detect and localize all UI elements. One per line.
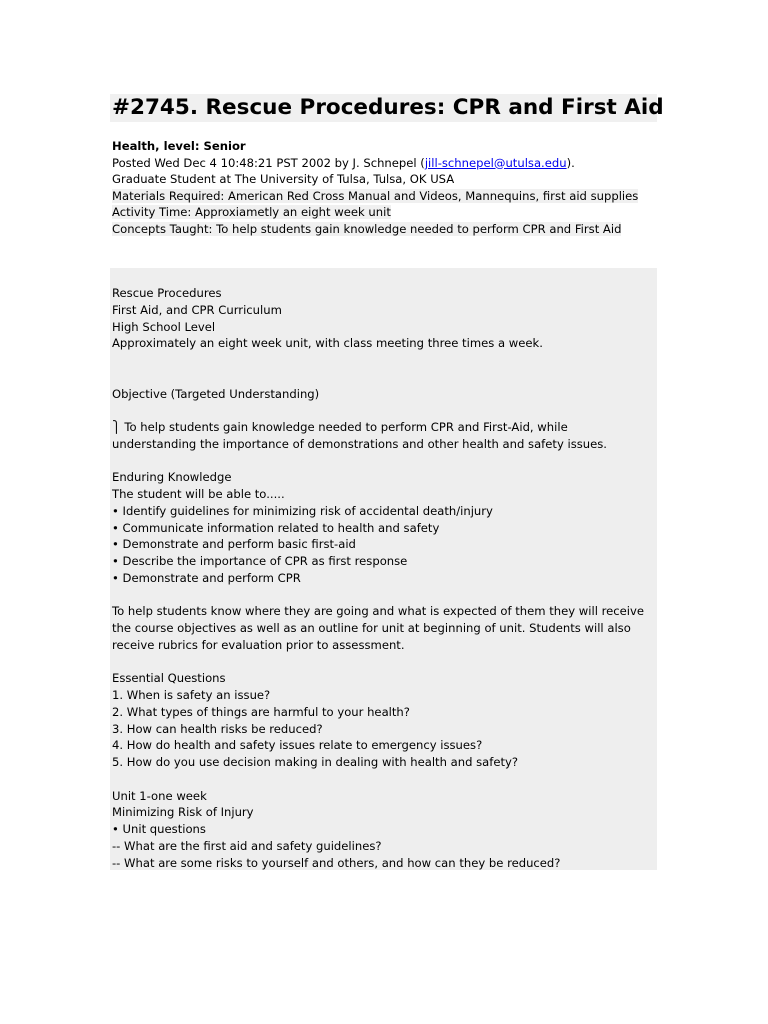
activity-time: Activity Time: Approxiametly an eight week unit <box>112 205 391 220</box>
intro-line: High School Level <box>112 319 216 334</box>
posted-line <box>112 155 638 172</box>
posted-text: Posted Wed Dec 4 10:48:21 PST 2002 by J. Schnepel ( <box>112 155 425 170</box>
objective-line: understanding the importance of demonstrations and other health and safety issues. <box>112 436 607 451</box>
list-item: 1. When is safety an issue? <box>112 688 271 702</box>
affiliation-line <box>112 171 638 188</box>
expectations-line: the course objectives as well as an outline for unit at beginning of unit. Students will also <box>112 621 631 635</box>
list-item: -- What are some risks to yourself and others, and how can they be reduced? <box>112 855 561 870</box>
enduring-intro: The student will be able to..... <box>112 487 285 501</box>
concepts-taught: Concepts Taught: To help students gain knowledge needed to perform CPR and First Aid <box>112 221 622 236</box>
intro-line: First Aid, and CPR Curriculum <box>112 302 282 317</box>
author-email-link[interactable]: jill-schnepel@utulsa.edu <box>424 155 567 170</box>
list-item: • Demonstrate and perform CPR <box>112 570 301 585</box>
enduring-heading: Enduring Knowledge <box>112 470 232 485</box>
spacer <box>112 402 656 419</box>
spacer <box>112 453 656 470</box>
list-item: • Demonstrate and perform basic first-aid <box>112 537 356 552</box>
list-item: • Identify guidelines for minimizing risk of accidental death/injury <box>112 503 493 518</box>
spacer <box>112 771 656 788</box>
intro-line: Approximately an eight week unit, with class meeting three times a week. <box>112 336 543 351</box>
subject-line <box>112 138 638 155</box>
list-item: 4. How do health and safety issues relate to emergency issues? <box>112 738 483 753</box>
lesson-body <box>112 285 656 871</box>
objective-line: ⎫ To help students gain knowledge needed to perform CPR and First-Aid, while <box>112 420 568 434</box>
document-meta <box>112 138 638 238</box>
subject-level: Health, level: Senior <box>112 139 246 153</box>
list-item: 3. How can health risks be reduced? <box>112 721 323 736</box>
concepts-line <box>112 221 638 238</box>
list-item: • Describe the importance of CPR as first response <box>112 554 408 568</box>
activity-time-line <box>112 204 638 221</box>
expectations-line: To help students know where they are going and what is expected of them they will receive <box>112 604 644 619</box>
posted-suffix: ). <box>566 155 575 170</box>
list-item: • Unit questions <box>112 822 206 836</box>
page-title: #2745. Rescue Procedures: CPR and First Aid <box>112 95 664 120</box>
list-item: 5. How do you use decision making in dealing with health and safety? <box>112 755 519 769</box>
materials-required: Materials Required: American Red Cross Manual and Videos, Mannequins, first aid supplies <box>112 188 639 203</box>
unit-subheading: Minimizing Risk of Injury <box>112 805 254 820</box>
materials-line <box>112 188 638 205</box>
spacer <box>112 352 656 386</box>
affiliation: Graduate Student at The University of Tulsa, Tulsa, OK USA <box>112 172 455 187</box>
list-item: 2. What types of things are harmful to your health? <box>112 704 410 719</box>
unit-heading: Unit 1-one week <box>112 788 207 803</box>
expectations-line: receive rubrics for evaluation prior to assessment. <box>112 637 405 652</box>
spacer <box>112 587 656 604</box>
list-item: -- What are the first aid and safety guidelines? <box>112 838 382 853</box>
list-item: • Communicate information related to health and safety <box>112 520 440 535</box>
intro-line: Rescue Procedures <box>112 286 222 300</box>
questions-heading: Essential Questions <box>112 671 226 686</box>
objective-heading: Objective (Targeted Understanding) <box>112 386 320 401</box>
spacer <box>112 654 656 671</box>
